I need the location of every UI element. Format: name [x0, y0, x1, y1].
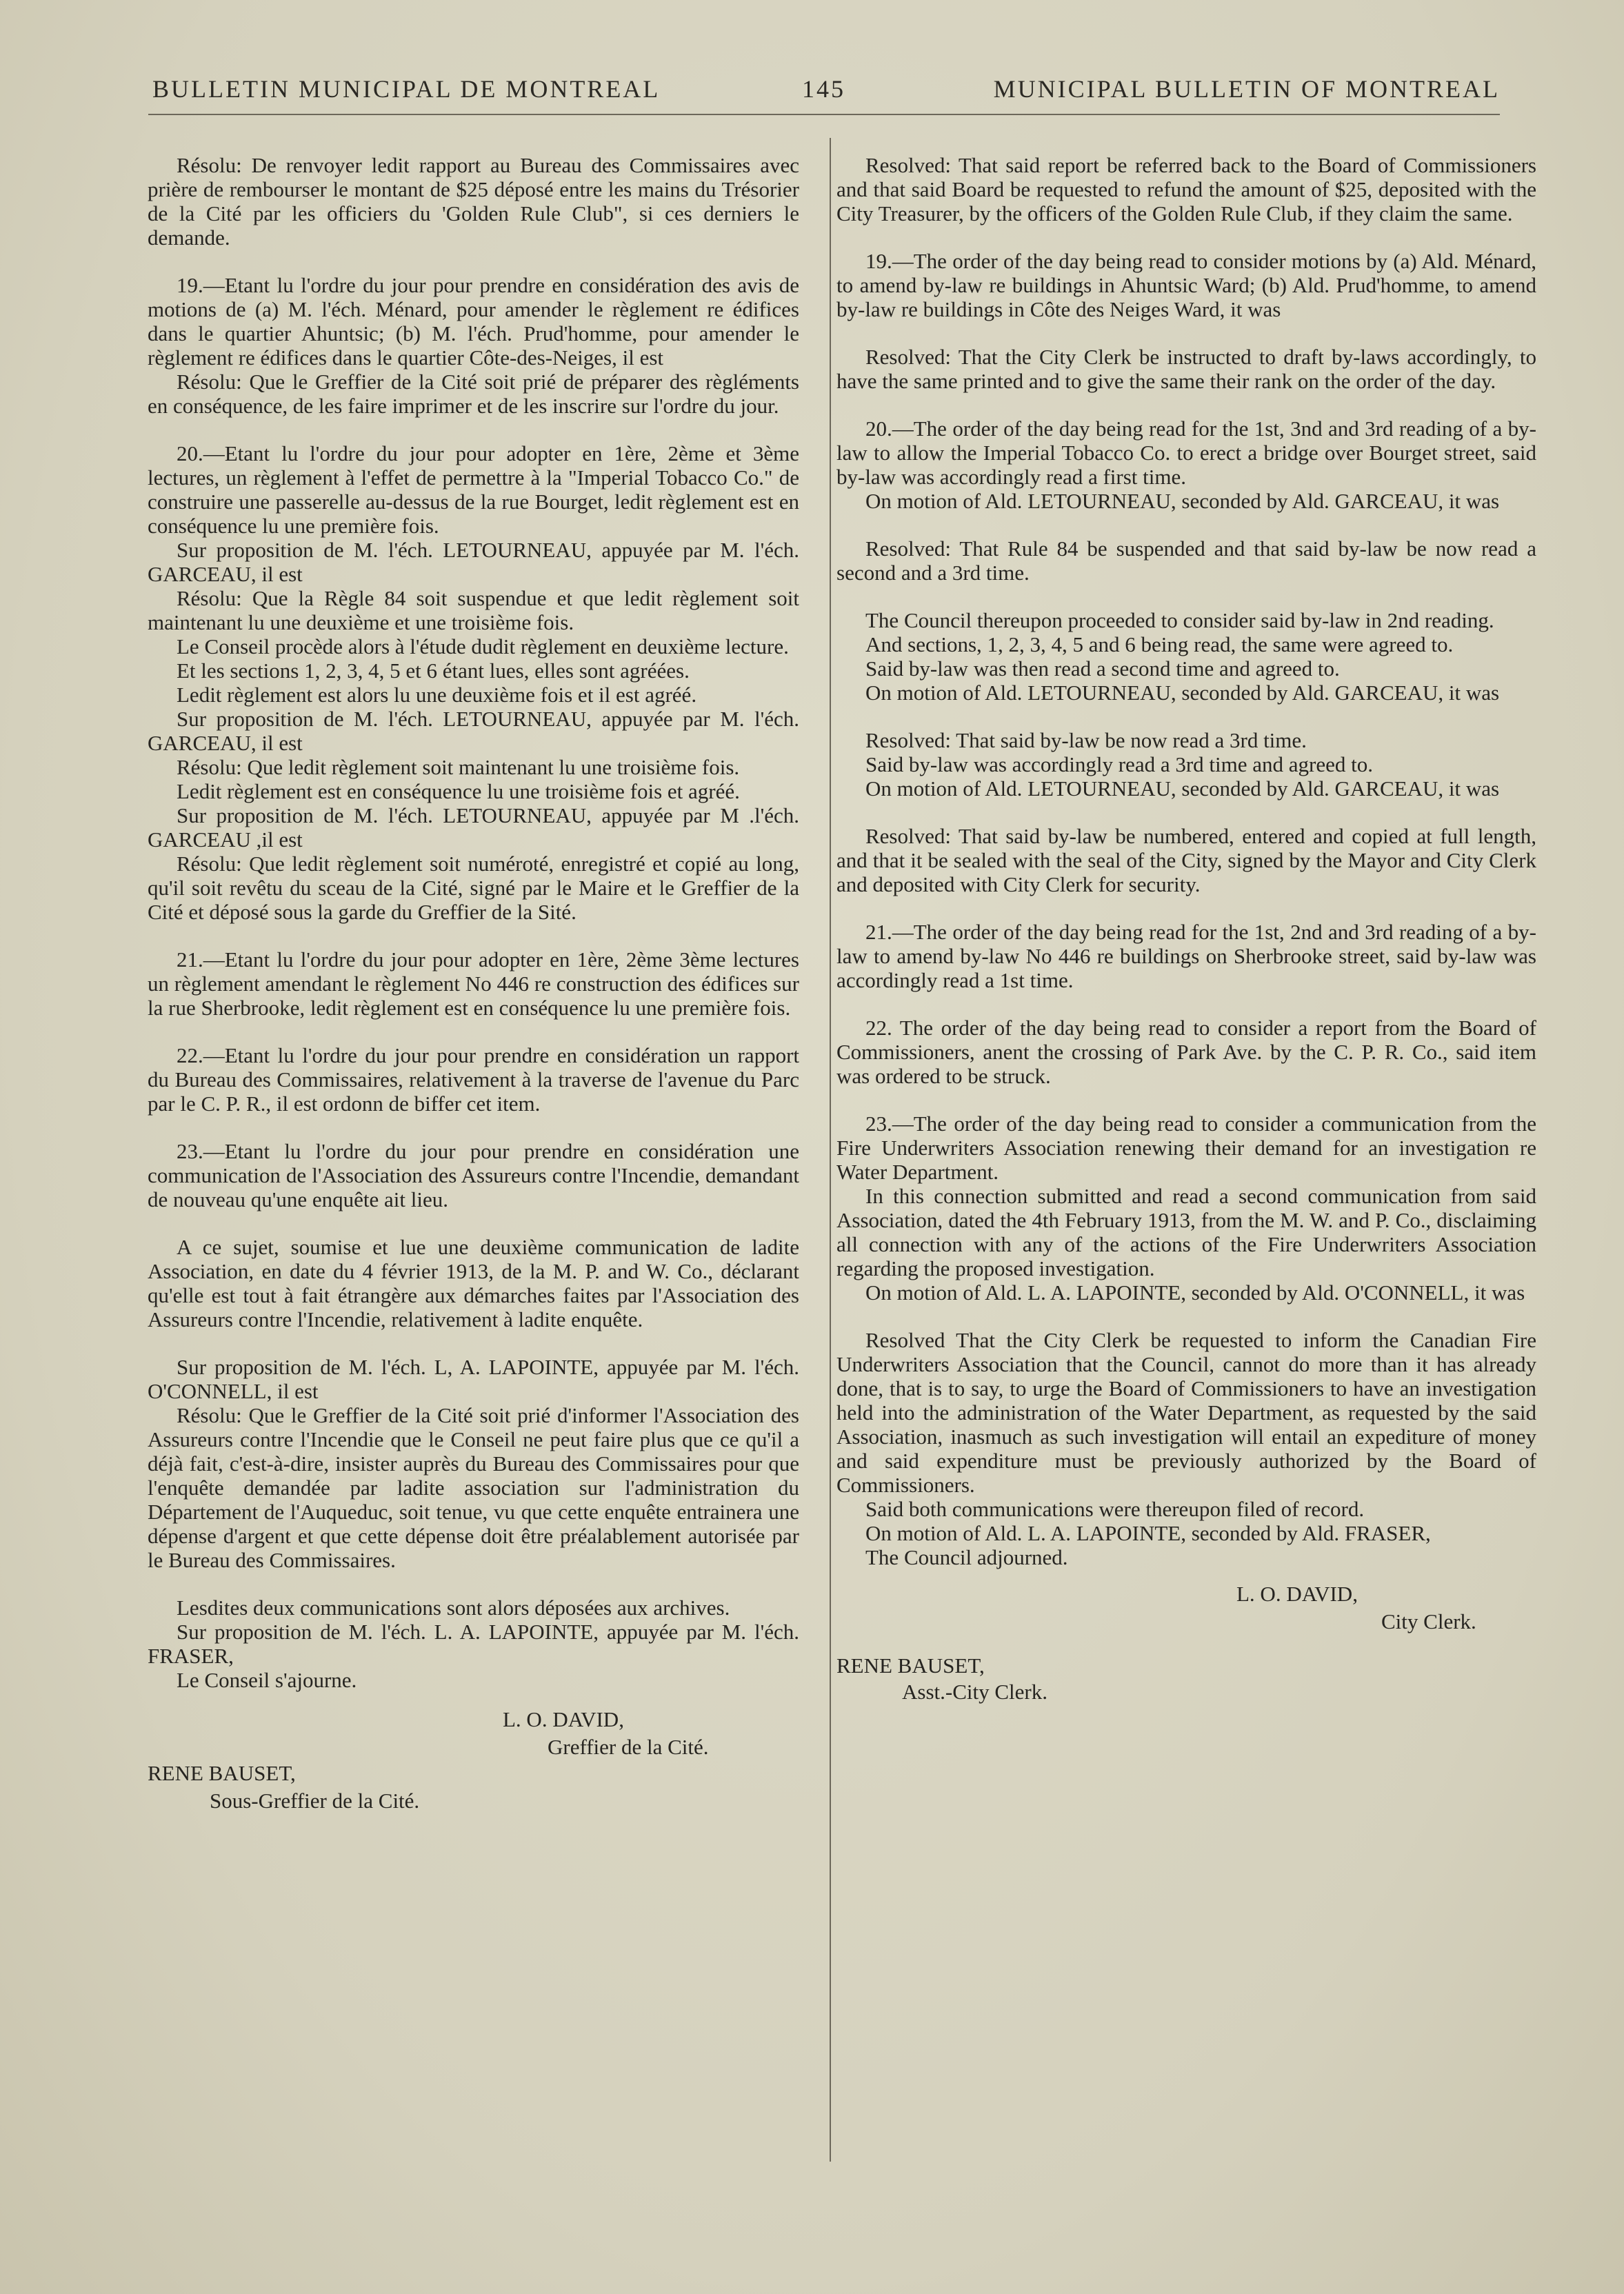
- en-paragraph: Resolved: That said by-law be now read a 3rd time.: [865, 728, 1307, 752]
- fr-paragraph: 20.—Etant lu l'ordre du jour pour adopter en 1ère, 2ème et 3ème lectures, un règlement à l'effet de permettre à la "Imperial Tobacco Co." de construire une passerelle au-dessus de la rue Bourget, ledit règlement est en conséquence lu une première fois.: [148, 441, 799, 538]
- en-paragraph: 20.—The order of the day being read for the 1st, 3nd and 3rd reading of a by-law to allow the Imperial Tobacco Co. to erect a bridge over Bourget street, said by-law was accordingly read a first time.: [836, 416, 1536, 489]
- en-paragraph: Resolved: That said by-law be numbered, entered and copied at full length, and that it be sealed with the seal of the City, signed by the Mayor and City Clerk and deposited with City Clerk for security.: [836, 824, 1536, 896]
- fr-paragraph: Résolu: Que ledit règlement soit maintenant lu une troisième fois.: [177, 755, 740, 779]
- fr-paragraph: Le Conseil s'ajourne.: [177, 1668, 357, 1692]
- en-paragraph: Resolved: That Rule 84 be suspended and that said by-law be now read a second and a 3rd time.: [836, 536, 1536, 585]
- en-paragraph: The Council thereupon proceeded to consider said by-law in 2nd reading.: [865, 608, 1494, 632]
- fr-paragraph: 22.—Etant lu l'ordre du jour pour prendre en considération un rapport du Bureau des Commissaires, relativement à la traverse de l'avenue du Parc par le C. P. R., il est ordonn de biffer cet item.: [148, 1043, 799, 1116]
- english-column: [836, 153, 1536, 1704]
- french-column: [148, 153, 799, 1813]
- en-paragraph: 21.—The order of the day being read for the 1st, 2nd and 3rd reading of a by-law to amend by-law No 446 re buildings on Sherbrooke street, said by-law was accordingly read a 1st time.: [836, 920, 1536, 992]
- fr-paragraph: 21.—Etant lu l'ordre du jour pour adopter en 1ère, 2ème 3ème lectures un règlement amendant le règlement No 446 re construction des édifices sur la rue Sherbrooke, ledit règlement est en conséquence lu une première fois.: [148, 947, 799, 1020]
- en-paragraph: The Council adjourned.: [865, 1545, 1068, 1569]
- fr-paragraph: Sur proposition de M. l'éch. L. A. LAPOINTE, appuyée par M. l'éch. FRASER,: [148, 1620, 799, 1668]
- en-paragraph: 22. The order of the day being read to consider a report from the Board of Commissioners, anent the crossing of Park Ave. by the C. P. R. Co., said item was ordered to be struck.: [836, 1016, 1536, 1088]
- fr-clerk-title: Greffier de la Cité.: [548, 1735, 709, 1759]
- fr-asst-clerk-name: RENE BAUSET,: [148, 1761, 296, 1785]
- en-signature-block: [836, 1569, 1536, 1704]
- en-paragraph: And sections, 1, 2, 3, 4, 5 and 6 being read, the same were agreed to.: [865, 632, 1454, 656]
- fr-paragraph: Résolu: Que la Règle 84 soit suspendue et que ledit règlement soit maintenant lu une deuxième et une troisième fois.: [148, 586, 799, 634]
- fr-paragraph: Et les sections 1, 2, 3, 4, 5 et 6 étant lues, elles sont agréées.: [177, 658, 690, 683]
- fr-paragraph: Lesdites deux communications sont alors déposées aux archives.: [177, 1596, 730, 1620]
- fr-paragraph: Sur proposition de M. l'éch. L, A. LAPOINTE, appuyée par M. l'éch. O'CONNELL, il est: [148, 1355, 799, 1403]
- fr-paragraph: Sur proposition de M. l'éch. LETOURNEAU, appuyée par M. l'éch. GARCEAU, il est: [148, 707, 799, 755]
- en-paragraph: Said by-law was then read a second time and agreed to.: [865, 656, 1340, 681]
- fr-paragraph: Résolu: De renvoyer ledit rapport au Bureau des Commissaires avec prière de rembourser le montant de $25 déposé entre les mains du Trésorier de la Cité par les officiers du 'Golden Rule Club", si ces derniers le demande.: [148, 153, 799, 250]
- en-paragraph: On motion of Ald. L. A. LAPOINTE, seconded by Ald. FRASER,: [865, 1521, 1431, 1545]
- fr-paragraph: 23.—Etant lu l'ordre du jour pour prendre en considération une communication de l'Association des Assureurs contre l'Incendie, demandant de nouveau qu'une enquête ait lieu.: [148, 1139, 799, 1211]
- en-paragraph: On motion of Ald. LETOURNEAU, seconded by Ald. GARCEAU, it was: [865, 776, 1500, 801]
- en-clerk-name: L. O. DAVID,: [1236, 1582, 1358, 1606]
- en-paragraph: Resolved That the City Clerk be requested to inform the Canadian Fire Underwriters Association that the Council, cannot do more than it has already done, that is to say, to urge the Board of Commissioners to have an investigation held into the administration of the Water Department, as requested by the said Association, inasmuch as such investigation will entail an expediture of money and said expenditure must be previously authorized by the Board of Commissioners.: [836, 1328, 1536, 1497]
- en-paragraph: On motion of Ald. LETOURNEAU, seconded by Ald. GARCEAU, it was: [865, 489, 1500, 513]
- fr-paragraph: Résolu: Que le Greffier de la Cité soit prié d'informer l'Association des Assureurs contre l'Incendie que le Conseil ne peut faire plus que ce qu'il a déjà fait, c'est-à-dire, insister auprès du Bureau des Commissaires pour que l'enquête demandée par ladite association sur l'administration du Département de l'Auqueduc, soit tenue, vu que cette enquête entrainera une dépense d'argent et que cette dépense doit être préalablement autorisée par le Bureau des Commissaires.: [148, 1403, 799, 1572]
- en-paragraph: Resolved: That the City Clerk be instructed to draft by-laws accordingly, to have the same printed and to give the same their rank on the order of the day.: [836, 345, 1536, 393]
- en-asst-clerk-name: RENE BAUSET,: [836, 1653, 985, 1678]
- fr-paragraph: Sur proposition de M. l'éch. LETOURNEAU, appuyée par M .l'éch. GARCEAU ,il est: [148, 803, 799, 852]
- fr-paragraph: Résolu: Que le Greffier de la Cité soit prié de préparer des règléments en conséquence, de les faire imprimer et de les inscrire sur l'ordre du jour.: [148, 370, 799, 418]
- fr-paragraph: 19.—Etant lu l'ordre du jour pour prendre en considération des avis de motions de (a) M. l'éch. Ménard, pour amender le règlement re édifices dans le quartier Ahuntsic; (b) M. l'éch. Prud'homme, pour amender le règlement re édifices dans le quartier Côte-des-Neiges, il est: [148, 273, 799, 370]
- fr-signature-block: [148, 1692, 799, 1813]
- fr-paragraph: Sur proposition de M. l'éch. LETOURNEAU, appuyée par M. l'éch. GARCEAU, il est: [148, 538, 799, 586]
- fr-paragraph: Ledit règlement est alors lu une deuxième fois et il est agréé.: [177, 683, 697, 707]
- en-clerk-title: City Clerk.: [1381, 1609, 1476, 1633]
- fr-paragraph: Ledit règlement est en conséquence lu une troisième fois et agréé.: [177, 779, 740, 803]
- fr-paragraph: Le Conseil procède alors à l'étude dudit règlement en deuxième lecture.: [177, 634, 789, 658]
- en-paragraph: Resolved: That said report be referred back to the Board of Commissioners and that said Board be requested to refund the amount of $25, deposited with the City Treasurer, by the officers of the Golden Rule Club, if they claim the same.: [836, 153, 1536, 225]
- english-running-title: MUNICIPAL BULLETIN OF MONTREAL: [993, 75, 1500, 103]
- french-running-title: BULLETIN MUNICIPAL DE MONTREAL: [152, 75, 661, 103]
- page-header: [148, 74, 1500, 116]
- fr-paragraph: A ce sujet, soumise et lue une deuxième communication de ladite Association, en date du 4 février 1913, de la M. P. and W. Co., déclarant qu'elle est tout à fait étrangère aux démarches faites par l'Association des Assureurs contre l'Incendie, relativement à ladite enquête.: [148, 1235, 799, 1331]
- en-asst-clerk-title: Asst.-City Clerk.: [902, 1680, 1047, 1704]
- fr-asst-clerk-title: Sous-Greffier de la Cité.: [210, 1789, 420, 1813]
- en-paragraph: In this connection submitted and read a second communication from said Association, dated the 4th February 1913, from the M. W. and P. Co., disclaiming all connection with any of the actions of the Fire Underwriters Association regarding the proposed investigation.: [836, 1184, 1536, 1280]
- en-paragraph: 19.—The order of the day being read to consider motions by (a) Ald. Ménard, to amend by-law re buildings in Ahuntsic Ward; (b) Ald. Prud'homme, to amend by-law re buildings in Côte des Neiges Ward, it was: [836, 249, 1536, 321]
- fr-paragraph: Résolu: Que ledit règlement soit numéroté, enregistré et copié au long, qu'il soit revêtu du sceau de la Cité, signé par le Maire et le Greffier de la Cité et déposé sous la garde du Greffier de la Sité.: [148, 852, 799, 924]
- page-number: 145: [802, 75, 845, 103]
- en-paragraph: Said both communications were thereupon filed of record.: [865, 1497, 1365, 1521]
- en-paragraph: 23.—The order of the day being read to consider a communication from the Fire Underwriters Association renewing their demand for an investigation re Water Department.: [836, 1111, 1536, 1184]
- column-divider: [830, 138, 831, 2162]
- en-paragraph: On motion of Ald. L. A. LAPOINTE, seconded by Ald. O'CONNELL, it was: [865, 1280, 1525, 1305]
- en-paragraph: On motion of Ald. LETOURNEAU, seconded by Ald. GARCEAU, it was: [865, 681, 1500, 705]
- en-paragraph: Said by-law was accordingly read a 3rd time and agreed to.: [865, 752, 1373, 776]
- fr-clerk-name: L. O. DAVID,: [503, 1707, 624, 1731]
- header-rule: [148, 114, 1500, 115]
